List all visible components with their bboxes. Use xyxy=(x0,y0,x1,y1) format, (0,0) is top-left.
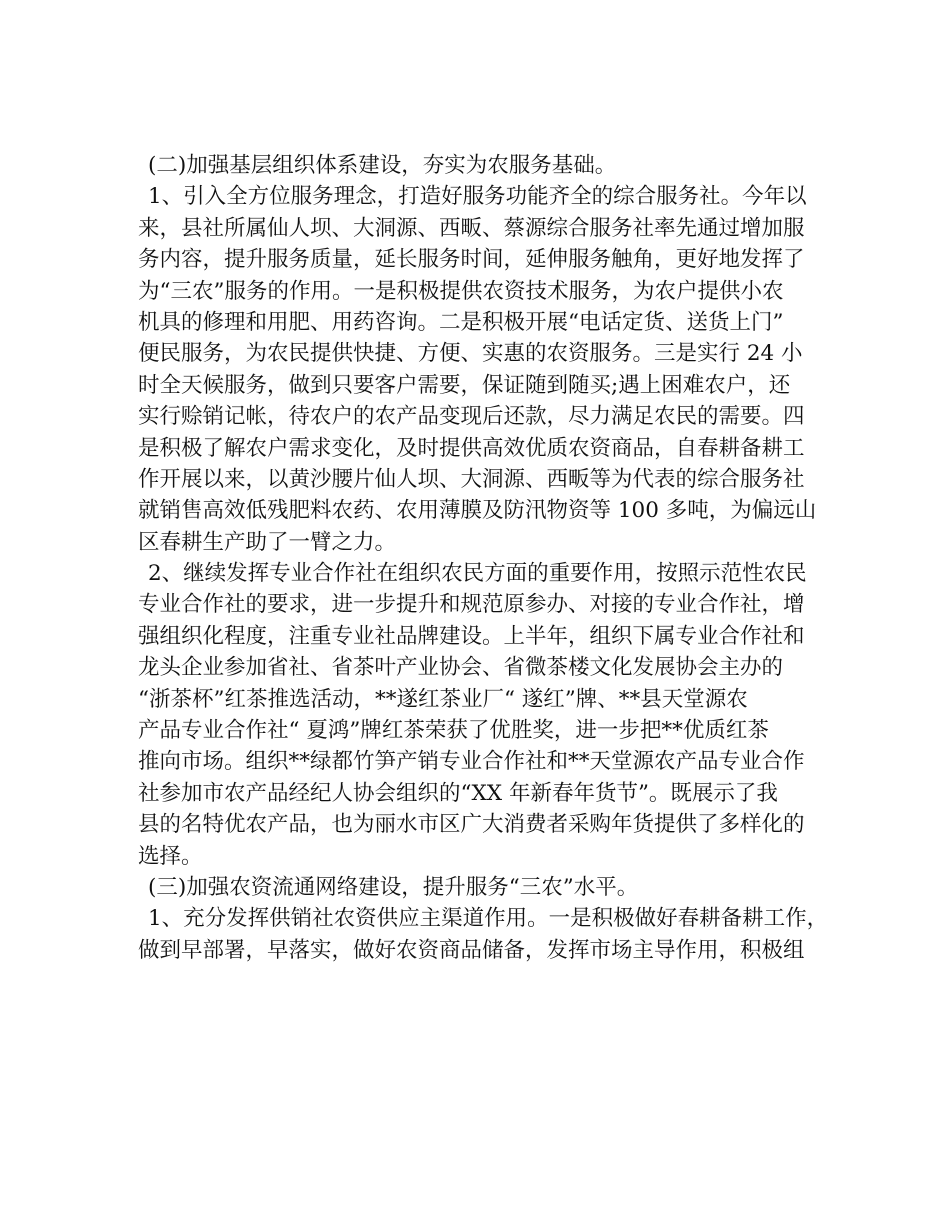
text-line: 是积极了解农户需求变化，及时提供高效优质农资商品，自春耕备耕工 xyxy=(138,435,805,461)
text-line: 区春耕生产助了一臂之力。 xyxy=(138,529,397,555)
text-line: 产品专业合作社“ 夏鸿”牌红茶荣获了优胜奖，进一步把**优质红茶 xyxy=(138,718,769,744)
text-line: 做到早部署，早落实，做好农资商品储备，发挥市场主导作用，积极组 xyxy=(138,937,805,963)
text-line: 来，县社所属仙人坝、大洞源、西畈、蔡源综合服务社率先通过增加服 xyxy=(138,215,805,241)
text-line: 2、继续发挥专业合作社在组织农民方面的重要作用，按照示范性农民 xyxy=(148,561,807,587)
text-line: 务内容，提升服务质量，延长服务时间，延伸服务触角，更好地发挥了 xyxy=(138,247,805,273)
text-line: 县的名特优农产品，也为丽水市区广大消费者采购年货提供了多样化的 xyxy=(138,812,805,838)
text-line: 龙头企业参加省社、省茶叶产业协会、省微茶楼文化发展协会主办的 xyxy=(138,655,784,681)
text-line: 机具的修理和用肥、用药咨询。二是积极开展“电话定货、送货上门” xyxy=(138,309,784,335)
text-line: 社参加市农产品经纪人协会组织的“XX 年新春年货节”。既展示了我 xyxy=(138,780,778,806)
text-line: 1、充分发挥供销社农资供应主渠道作用。一是积极做好春耕备耕工作， xyxy=(148,906,829,932)
text-line: 1、引入全方位服务理念，打造好服务功能齐全的综合服务社。今年以 xyxy=(148,184,807,210)
text-line: “浙茶杯”红茶推选活动，**遂红茶业厂“ 遂红”牌、**县天堂源农 xyxy=(138,686,748,712)
text-line: 强组织化程度，注重专业社品牌建设。上半年，组织下属专业合作社和 xyxy=(138,623,805,649)
section-heading-3: (三)加强农资流通网络建设，提升服务“三农”水平。 xyxy=(148,874,639,900)
text-line: 时全天候服务，做到只要客户需要，保证随到随买;遇上困难农户，还 xyxy=(138,372,791,398)
document-body xyxy=(138,150,828,966)
text-line: 专业合作社的要求，进一步提升和规范原参办、对接的专业合作社，增 xyxy=(138,592,805,618)
text-line: 作开展以来，以黄沙腰片仙人坝、大洞源、西畈等为代表的综合服务社 xyxy=(138,466,805,492)
text-line: 为“三农”服务的作用。一是积极提供农资技术服务，为农户提供小农 xyxy=(138,278,784,304)
text-line: 便民服务，为农民提供快捷、方便、实惠的农资服务。三是实行 24 小 xyxy=(138,341,803,367)
text-line: 实行赊销记帐，待农户的农产品变现后还款，尽力满足农民的需要。四 xyxy=(138,404,805,430)
section-heading-2: (二)加强基层组织体系建设，夯实为农服务基础。 xyxy=(148,153,617,178)
text-line: 就销售高效低残肥料农药、农用薄膜及防汛物资等 100 多吨，为偏远山 xyxy=(138,498,817,524)
text-line: 选择。 xyxy=(138,843,203,869)
text-line: 推向市场。组织**绿都竹笋产销专业合作社和**天堂源农产品专业合作 xyxy=(138,749,805,775)
